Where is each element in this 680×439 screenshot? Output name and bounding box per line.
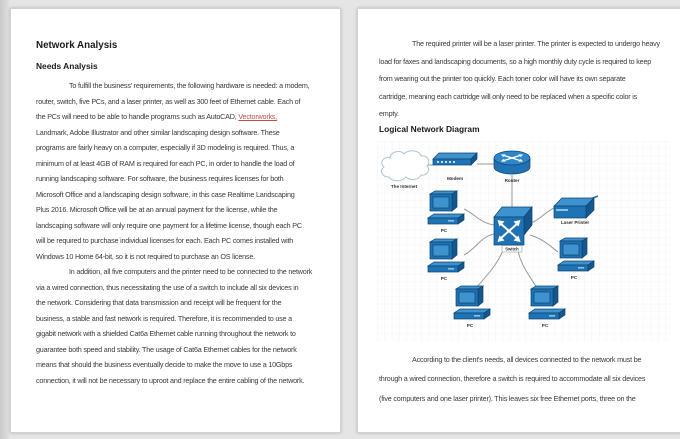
text-line: To fulfill the business' requirements, the following hardware is needed: a modem, bbox=[69, 81, 310, 90]
text-line: programs are fairly heavy on a computer, especially if 3D modeling is required. Thus, a bbox=[36, 143, 295, 152]
text-line: landscaping software will only require one payment for a lifetime license, though each PC bbox=[36, 220, 302, 230]
section-heading-logical-network-diagram: Logical Network Diagram bbox=[379, 123, 480, 134]
section-heading-needs-analysis: Needs Analysis bbox=[36, 61, 98, 71]
pc-label: PC bbox=[440, 275, 448, 281]
text-line: will be required to purchase individual licenses for each. Each PC comes installed with bbox=[36, 236, 294, 245]
pc-label: PC bbox=[570, 274, 578, 280]
text-line: empty. bbox=[379, 109, 399, 119]
text-line: guarantee both speed and stability. The usage of Cat6a Ethernet cables for the network bbox=[36, 344, 297, 354]
text-line: Landmark, Adobe Illustrator and other similar landscaping design software. These bbox=[36, 127, 280, 137]
text-line: the network. Considering that data transmission and receipt will be frequent for the bbox=[36, 298, 282, 307]
pc-label: PC bbox=[541, 322, 549, 328]
vectorworks-link[interactable]: Vectorworks, bbox=[238, 112, 278, 121]
text-line: gigabit network with a shielded Cat6a Ethernet cable running throughout the network to bbox=[36, 329, 296, 338]
internet-label: The Internet bbox=[390, 183, 418, 189]
modem-label: Modem bbox=[446, 175, 464, 181]
text-line: Plus 2016. Microsoft Office will be at an annual payment for the license, while the bbox=[36, 205, 278, 214]
paragraph-line-with-link bbox=[36, 109, 326, 125]
page-1-content bbox=[11, 9, 340, 388]
modem-icon bbox=[433, 153, 477, 165]
pc-label: PC bbox=[466, 322, 474, 328]
text-line: cartridge, meaning each cartridge will only need to be replaced when a specific color is bbox=[379, 91, 638, 101]
page-2-content bbox=[358, 9, 680, 408]
router-icon bbox=[494, 151, 530, 174]
paragraph-client-needs bbox=[379, 350, 673, 409]
text-line: running landscaping software. For software, the business requires licenses for both bbox=[36, 174, 284, 183]
text-run: the PCs will need to be able to handle programs such as AutoCAD, bbox=[36, 112, 239, 121]
pc-label: PC bbox=[440, 227, 448, 233]
page-2 bbox=[357, 8, 680, 433]
text-line: minimum of at least 4GB of RAM is required for each PC, in order to handle the load of bbox=[36, 158, 295, 168]
text-line: Windows 10 Home 64-bit, so it is not required to purchase an OS license. bbox=[36, 251, 255, 261]
paragraph-hardware-b bbox=[36, 125, 326, 265]
doc-title: Network Analysis bbox=[36, 40, 118, 51]
text-line: load for faxes and landscaping documents, so a high monthly duty cycle is required to keep bbox=[379, 56, 652, 66]
text-line: router, switch, five PCs, and a laser printer, as well as 300 feet of Ethernet cable. Each of bbox=[36, 96, 301, 106]
text-line: from wearing out the printer too quickly. Each toner color will have its own separate bbox=[379, 74, 626, 84]
text-line: (five computers and one laser printer). This leaves six free Ethernet ports, three on the bbox=[379, 393, 636, 403]
text-line: According to the client's needs, all devices connected to the network must be bbox=[412, 354, 642, 364]
network-diagram-svg bbox=[377, 141, 671, 341]
paragraph-printer bbox=[379, 35, 673, 123]
laser-printer-label: Laser Printer bbox=[560, 219, 590, 225]
text-line: via a wired connection, thus necessitating the use of a switch to include all six devices in bbox=[36, 282, 299, 292]
router-label: Router bbox=[504, 177, 520, 183]
switch-label: Switch bbox=[505, 246, 519, 252]
text-line: Microsoft Office and a landscaping design software, in this case Realtime Landscaping bbox=[36, 189, 295, 199]
text-line: means that should the business eventually decide to make the move to use a 10Gbps bbox=[36, 360, 293, 369]
paragraph-network-needs bbox=[36, 264, 326, 388]
paragraph-hardware-a bbox=[36, 78, 326, 109]
text-line: The required printer will be a laser printer. The printer is expected to undergo heavy bbox=[412, 39, 660, 48]
page-1 bbox=[10, 8, 341, 433]
workspace-edge-shadow bbox=[0, 0, 9, 439]
text-line: through a wired connection, therefore a switch is required to accommodate all six devices bbox=[379, 374, 646, 384]
text-line: connection, it will not be necessary to uproot and replace the entire cabling of the network. bbox=[36, 375, 305, 385]
network-diagram bbox=[377, 141, 673, 346]
text-line: In addition, all five computers and the printer need to be connected to the network bbox=[69, 267, 313, 276]
text-line: business, a stable and fast network is required. Therefore, it is recommended to use a bbox=[36, 313, 292, 323]
